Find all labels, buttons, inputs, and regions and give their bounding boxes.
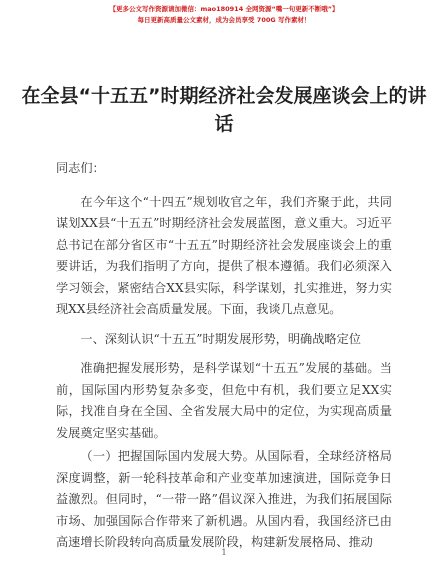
header-banner — [0, 4, 448, 26]
greeting: 同志们： — [56, 161, 105, 175]
document-title: 在全县“十五五”时期经济社会发展座谈会上的讲话 — [21, 85, 427, 135]
banner-line-2: 每日更新高质量公文素材，成为会员享受 700G 写作素材！ — [137, 16, 311, 24]
paragraph-situation: 准确把握发展形势，是科学谋划“十五五”发展的基础。当前，国际国内形势复杂多变，但危中有机，我们要立足XX实际，找准自身在全国、全省发展大局中的定位，为实现高质量发展奠定坚实基础。 — [56, 361, 392, 440]
section-heading-1: 一、深刻认识“十五五”时期发展形势，明确战略定位 — [80, 331, 361, 346]
document-body — [56, 158, 392, 556]
page-number: 1 — [221, 548, 227, 557]
paragraph-subsection-1: （一）把握国际国内发展大势。从国际看，全球经济格局深度调整，新一轮科技革命和产业变革加速演进，国际竞争日益激烈。但同时，“一带一路”倡议深入推进，为我们拓展国际市场、加强国际合作带来了新机遇。从国内看，我国经济已由高速增长阶段转向高质量发展阶段，构建新发展格局、推动 — [56, 449, 392, 549]
paragraph-intro: 在今年这个“十四五”规划收官之年，我们齐聚于此，共同谋划XX县“十五五”时期经济社会发展蓝图，意义重大。习近平总书记在部分省区市“十五五”时期经济社会发展座谈会上的重要讲话，为我们指明了方向，提供了根本遵循。我们必须深入学习领会，紧密结合XX县实际，科学谋划，扎实推进，努力实现XX县经济社会高质量发展。下面，我谈几点意见。 — [56, 194, 392, 316]
banner-line-1: 【更多公文写作资源请加微信：mao180914 全网资源“嘴一句更新不断哦”】 — [109, 5, 339, 13]
